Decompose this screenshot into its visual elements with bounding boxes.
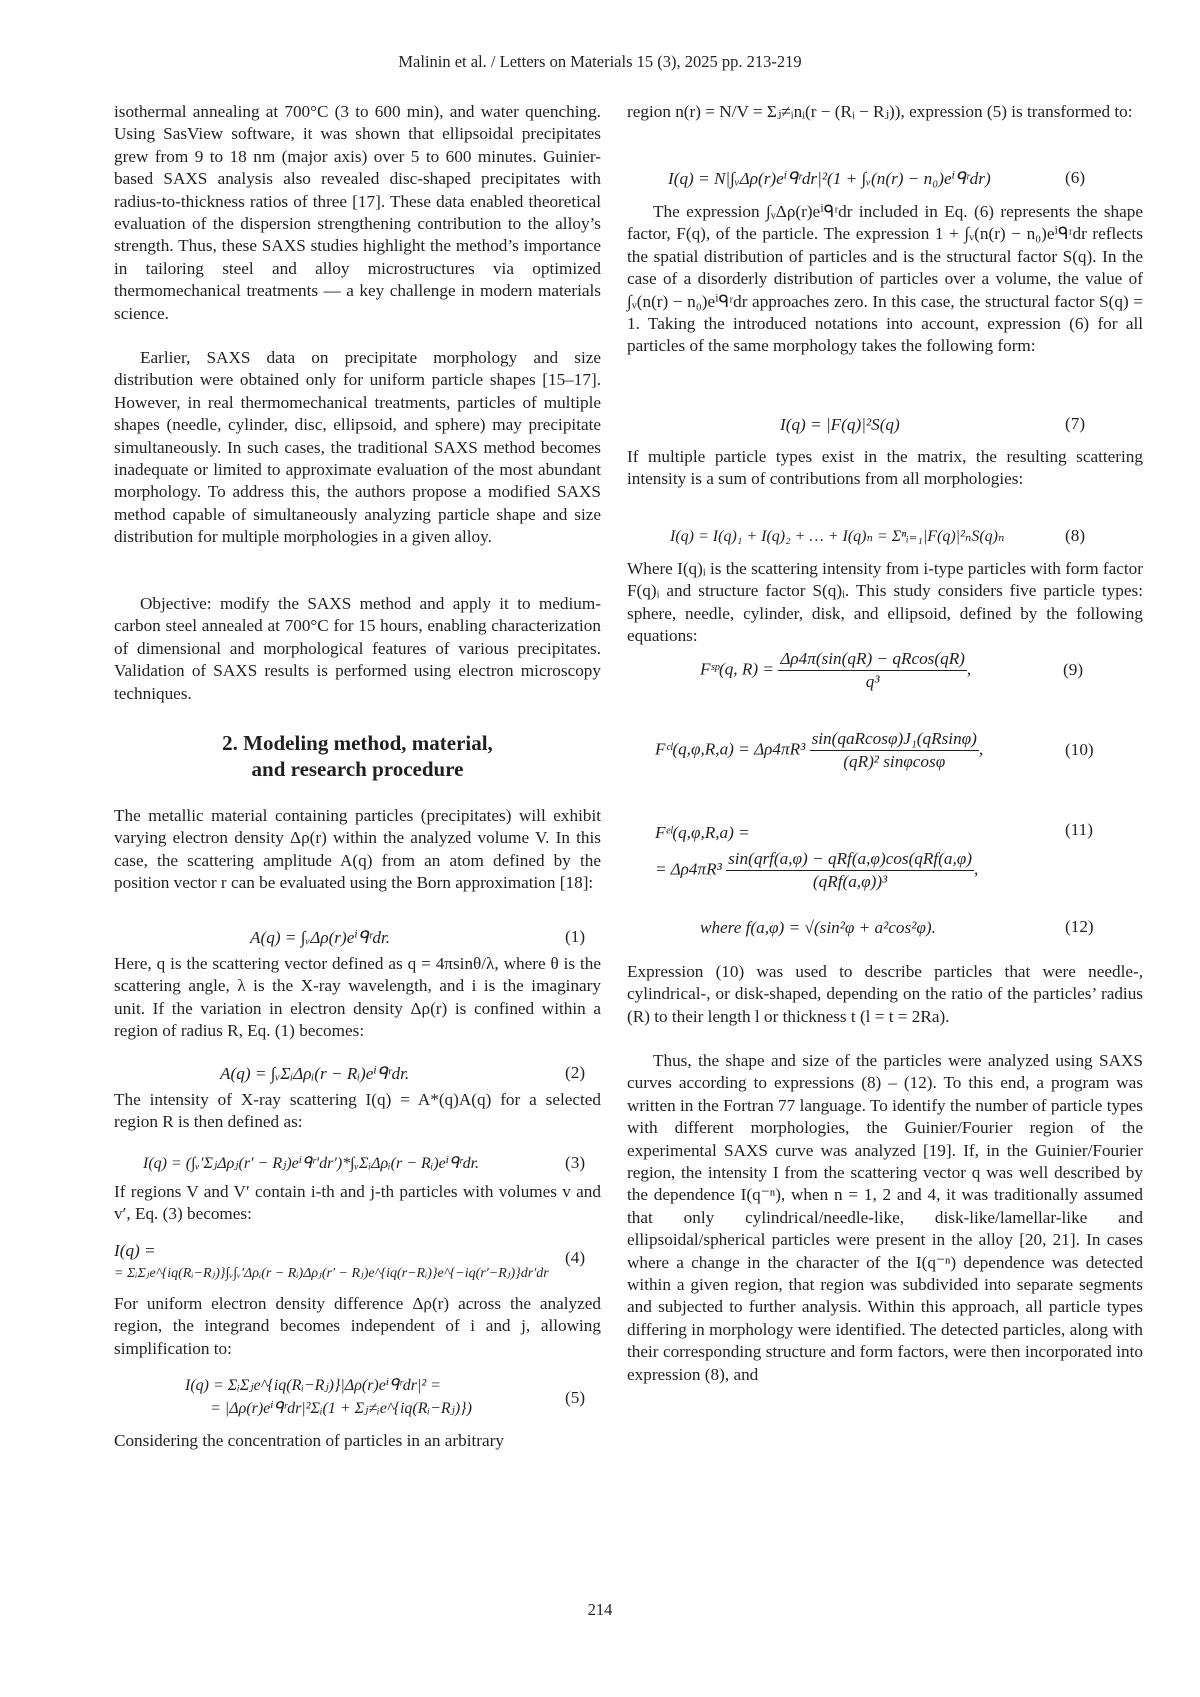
equation-number: (6) xyxy=(1065,168,1085,188)
equation-9-numerator: Δρ4π(sin(qR) − qRcos(qR) xyxy=(778,648,967,671)
paragraph: For uniform electron density difference Δρ(r) across the analyzed region, the integrand becomes independent of i and j, allowing simplification to: xyxy=(114,1293,601,1360)
equation-11-lhs: = Δρ4πR³ xyxy=(655,859,722,878)
paragraph: Objective: modify the SAXS method and apply it to medium-carbon steel annealed at 700°C for 15 hours, enabling characterization of dimensional and morphological features of various precipitates. Validation of SAXS results is performed using electron microscopy techniques. xyxy=(114,593,601,705)
equation-10-denominator: (qR)² sinφcosφ xyxy=(810,751,979,773)
equation-6: I(q) = N|∫ᵥΔρ(r)eⁱᑫʳdr|²(1 + ∫ᵥ(n(r) − n₀)eⁱᑫʳdr) xyxy=(668,168,991,190)
section-heading-line2: and research procedure xyxy=(114,756,601,782)
equation-number: (8) xyxy=(1065,526,1085,546)
equation-11-denominator: (qRf(a,φ))³ xyxy=(726,871,974,893)
equation-number: (1) xyxy=(565,927,585,947)
equation-1: A(q) = ∫ᵥΔρ(r)eⁱᑫʳdr. xyxy=(250,927,390,949)
section-heading-line1: 2. Modeling method, material, xyxy=(114,730,601,756)
equation-12: where f(a,φ) = √(sin²φ + a²cos²φ). xyxy=(700,917,936,939)
paragraph: Here, q is the scattering vector defined as q = 4πsinθ/λ, where θ is the scattering angle, λ is the X-ray wavelength, and i is the imaginary unit. If the variation in electron density Δρ(r) is confined within a region of radius R, Eq. (1) becomes: xyxy=(114,953,601,1043)
paragraph: The intensity of X-ray scattering I(q) = A*(q)A(q) for a selected region R is then defined as: xyxy=(114,1089,601,1134)
page-number: 214 xyxy=(0,1600,1200,1620)
paragraph: If multiple particle types exist in the matrix, the resulting scattering intensity is a sum of contributions from all morphologies: xyxy=(627,446,1143,491)
equation-9-denominator: q³ xyxy=(778,671,967,693)
paragraph: Thus, the shape and size of the particles were analyzed using SAXS curves according to expressions (8) – (12). To this end, a program was written in the Fortran 77 language. To identify the number of particle types with different morphologies, the Guinier/Fourier region of the experimental SAXS curve was analyzed [19]. If, in the Guinier/Fourier region, the intensity I from the scattering vector q was well described by the dependence I(q⁻ⁿ), when n = 1, 2 and 4, it was traditionally assumed that only cylindrical/needle-like, disk-like/lamellar-like and ellipsoidal/spherical particles were present in the alloy [20, 21]. In cases where a change in the character of the I(q⁻ⁿ) dependence was detected within a given region, that region was subdivided into separate segments and subjected to further analysis. Within this approach, all particle types differing in morphology were identified. The detected particles, along with their corresponding structure and form factors, were then incorporated into expression (8), and xyxy=(627,1050,1143,1386)
equation-9: Fˢᵖ(q, R) = Δρ4π(sin(qR) − qRcos(qR) q³ , xyxy=(700,648,971,693)
equation-9-lhs: Fˢᵖ(q, R) = xyxy=(700,659,774,678)
paragraph: The metallic material containing particles (precipitates) will exhibit varying electron density Δρ(r) within the analyzed volume V. In this case, the scattering amplitude A(q) from an atom defined by the position vector r can be evaluated using the Born approximation [18]: xyxy=(114,805,601,895)
equation-4-line2: = ΣᵢΣⱼe^{iq(Rᵢ−Rⱼ)}∫ᵥ∫ᵥ′Δρᵢ(r − Rᵢ)Δρⱼ(r′ − Rⱼ)e^{iq(r−Rᵢ)}e^{−iq(r′−Rⱼ)}dr′dr xyxy=(114,1263,549,1285)
equation-5-line1: I(q) = ΣᵢΣⱼe^{iq(Rᵢ−Rⱼ)}|Δρ(r)eⁱᑫʳdr|² = xyxy=(185,1375,441,1397)
equation-11-numerator: sin(qrf(a,φ) − qRf(a,φ)cos(qRf(a,φ) xyxy=(726,848,974,871)
equation-8: I(q) = I(q)₁ + I(q)₂ + … + I(q)ₙ = Σⁿᵢ₌₁|F(q)|²ₙS(q)ₙ xyxy=(670,526,1005,548)
equation-number: (12) xyxy=(1065,917,1094,937)
equation-11: = Δρ4πR³ sin(qrf(a,φ) − qRf(a,φ)cos(qRf(a,φ) (qRf(a,φ))³ , xyxy=(655,848,978,893)
equation-11-line1b xyxy=(655,822,750,844)
equation-number: (11) xyxy=(1065,820,1093,840)
equation-number: (10) xyxy=(1065,740,1094,760)
equation-5-line2: = |Δρ(r)eⁱᑫʳdr|²Σᵢ(1 + Σⱼ≠ᵢe^{iq(Rᵢ−Rⱼ)}) xyxy=(210,1398,472,1420)
paragraph: Expression (10) was used to describe particles that were needle-, cylindrical-, or disk-shaped, depending on the ratio of the particles’ radius (R) to their length l or thickness t (l = t = 2Ra). xyxy=(627,961,1143,1028)
equation-number: (4) xyxy=(565,1248,585,1268)
equation-10-lhs: Fᶜˡ(q,φ,R,a) = Δρ4πR³ xyxy=(655,739,805,758)
paragraph: The expression ∫ᵥΔρ(r)eⁱᑫʳdr included in Eq. (6) represents the shape factor, F(q), of the particle. The expression 1 + ∫ᵥ(n(r) − n₀)eⁱᑫʳdr reflects the spatial distribution of particles and is the structural factor S(q). In the case of a disorderly distribution of particles over a volume, the value of ∫ᵥ(n(r) − n₀)eⁱᑫʳdr approaches zero. In this case, the structural factor S(q) = 1. Taking the introduced notations into account, expression (6) for all particles of the same morphology takes the following form: xyxy=(627,201,1143,358)
equation-number: (3) xyxy=(565,1153,585,1173)
equation-4-line1: I(q) = xyxy=(114,1240,156,1262)
paragraph: Where I(q)ᵢ is the scattering intensity from i-type particles with form factor F(q)ᵢ and structure factor S(q)ᵢ. This study considers five particle types: sphere, needle, cylinder, disk, and ellipsoid, defined by the following equations: xyxy=(627,558,1143,648)
equation-number: (9) xyxy=(1063,660,1083,680)
equation-7: I(q) = |F(q)|²S(q) xyxy=(780,414,900,436)
running-header: Malinin et al. / Letters on Materials 15 (3), 2025 pp. 213-219 xyxy=(0,52,1200,72)
equation-number: (2) xyxy=(565,1063,585,1083)
equation-10: Fᶜˡ(q,φ,R,a) = Δρ4πR³ sin(qaRcosφ)J₁(qRsinφ) (qR)² sinφcosφ , xyxy=(655,728,983,773)
equation-11-lhs-top: Fᵉˡ(q,φ,R,a) = xyxy=(655,823,750,842)
paragraph: region n(r) = N/V = Σⱼ≠ᵢnᵢ(r − (Rᵢ − Rⱼ)), expression (5) is transformed to: xyxy=(627,101,1143,123)
equation-3: I(q) = (∫ᵥ′ΣⱼΔρⱼ(r′ − Rⱼ)eⁱᑫʳ′dr′)*∫ᵥΣᵢΔρᵢ(r − Rᵢ)eⁱᑫʳdr. xyxy=(143,1153,479,1175)
paragraph: If regions V and V′ contain i-th and j-th particles with volumes v and v′, Eq. (3) becomes: xyxy=(114,1181,601,1226)
equation-10-numerator: sin(qaRcosφ)J₁(qRsinφ) xyxy=(810,728,979,751)
paragraph: isothermal annealing at 700°C (3 to 600 min), and water quenching. Using SasView software, it was shown that ellipsoidal precipitates grew from 9 to 18 nm (major axis) over 5 to 600 minutes. Guinier-based SAXS analysis also revealed disc-shaped precipitates with radius-to-thickness ratios of three [17]. These data enabled theoretical evaluation of the dispersion strengthening contribution to the alloy’s strength. Thus, these SAXS studies highlight the method’s importance in tailoring steel and alloy microstructures via optimized thermomechanical treatments — a key challenge in modern materials science. xyxy=(114,101,601,325)
paragraph: Earlier, SAXS data on precipitate morphology and size distribution were obtained only for uniform particle shapes [15–17]. However, in real thermomechanical treatments, particles of multiple shapes (needle, cylinder, disc, ellipsoid, and sphere) may precipitate simultaneously. In such cases, the traditional SAXS method becomes inadequate or limited to approximate evaluation of the most abundant morphology. To address this, the authors propose a modified SAXS method capable of simultaneously analyzing particle shape and size distribution for multiple morphologies in a given alloy. xyxy=(114,347,601,549)
equation-number: (7) xyxy=(1065,414,1085,434)
paragraph: Considering the concentration of particles in an arbitrary xyxy=(114,1430,601,1452)
equation-2: A(q) = ∫ᵥΣᵢΔρᵢ(r − Rᵢ)eⁱᑫʳdr. xyxy=(220,1063,409,1085)
equation-number: (5) xyxy=(565,1388,585,1408)
